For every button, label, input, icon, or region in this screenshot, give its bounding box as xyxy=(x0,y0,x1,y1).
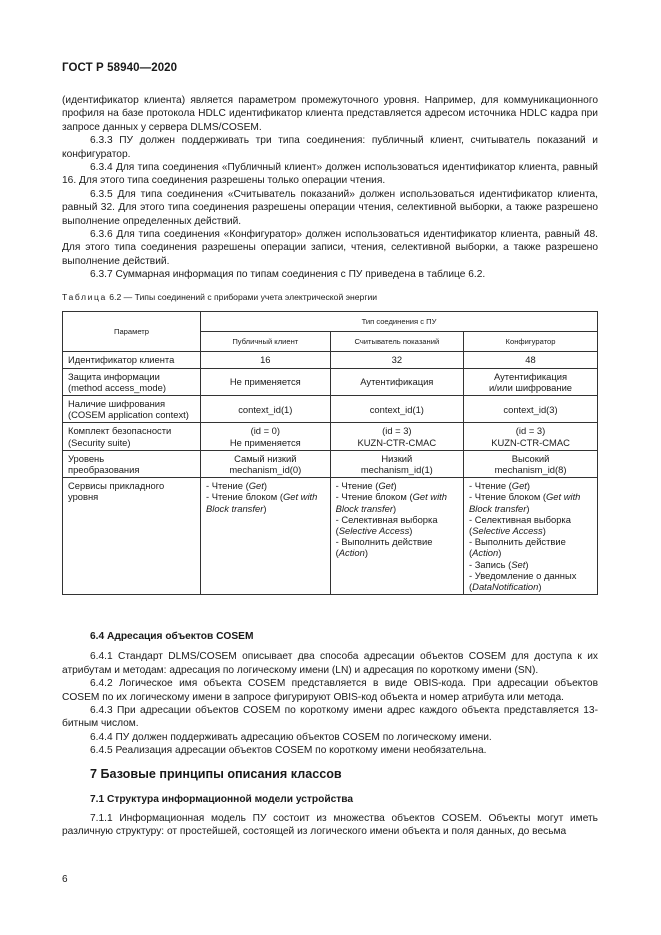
param-line: (method access_mode) xyxy=(68,381,166,393)
list-item: - Чтение блоком (Get with Block transfer) xyxy=(469,491,581,514)
paragraph-6-4-4: 6.4.4 ПУ должен поддерживать адресацию объектов COSEM по логическому имени. xyxy=(90,731,492,743)
cell-line: и/или шифрование xyxy=(489,381,573,393)
section-7-heading: 7 Базовые принципы описания классов xyxy=(90,767,342,781)
cell-line: context_id(3) xyxy=(503,403,558,415)
row-param xyxy=(63,423,201,450)
document-code-header: ГОСТ Р 58940—2020 xyxy=(62,62,178,74)
col-header-config: Конфигуратор xyxy=(464,332,598,352)
paragraph-6-4-3: 6.4.3 При адресации объектов COSEM по короткому имени адрес каждого объекта представляется 13-битным числом. xyxy=(62,705,598,730)
paragraph-continuation: (идентификатор клиента) является параметром промежуточного уровня. Например, для коммуникационного профиля на базе протокола HDLC идентификатор клиента представляется адресом источника HDLC кадра при запросе данных у сервера DLMS/COSEM. xyxy=(62,95,598,133)
cell-reader-services xyxy=(330,478,463,595)
list-item: - Чтение блоком (Get with Block transfer) xyxy=(206,491,318,514)
section-6-4-heading: 6.4 Адресация объектов COSEM xyxy=(90,631,254,642)
cell-config xyxy=(464,368,598,395)
cell-line: Аутентификация xyxy=(493,370,568,382)
row-param xyxy=(63,396,201,423)
section-7-1-block xyxy=(62,812,598,839)
table-row xyxy=(63,450,598,477)
paragraph-6-3-7: 6.3.7 Суммарная информация по типам соединения с ПУ приведена в таблице 6.2. xyxy=(90,269,486,281)
param-line: Идентификатор клиента xyxy=(68,354,175,366)
table-row xyxy=(63,396,598,423)
cell-reader xyxy=(330,368,463,395)
row-param xyxy=(63,450,201,477)
cell-line: (id = 3) xyxy=(382,425,412,437)
table-row xyxy=(63,423,598,450)
cell-config-services xyxy=(464,478,598,595)
row-param xyxy=(63,352,201,368)
param-line: (COSEM application context) xyxy=(68,409,189,421)
cell-config xyxy=(464,352,598,368)
row-param xyxy=(63,368,201,395)
table-row-services xyxy=(63,478,598,595)
cell-public xyxy=(201,423,331,450)
paragraph-6-3-6: 6.3.6 Для типа соединения «Конфигуратор» должен использоваться идентификатор клиента, равный 48. Для этого типа соединения разрешены операции записи, чтения, селективной выборки, а также разрешено выполнение действий. xyxy=(62,229,598,267)
paragraph-6-4-1: 6.4.1 Стандарт DLMS/COSEM описывает два способа адресации объектов COSEM для доступа к их атрибутам и методам: адресация по логическому имени (LN) и адресация по короткому имени (SN). xyxy=(62,651,598,676)
cell-reader xyxy=(330,450,463,477)
list-item: - Чтение (Get) xyxy=(469,480,531,492)
table-header-row-1 xyxy=(63,312,598,332)
paragraph-6-4-5: 6.4.5 Реализация адресации объектов COSEM по короткому имени необязательна. xyxy=(90,745,487,757)
list-item: - Чтение (Get) xyxy=(335,480,397,492)
list-item: - Чтение блоком (Get with Block transfer) xyxy=(335,491,447,514)
table-caption-label: Таблица xyxy=(62,292,107,302)
cell-line: Низкий xyxy=(381,452,413,464)
param-line: уровня xyxy=(68,491,99,503)
paragraph-6-3-3: 6.3.3 ПУ должен поддерживать три типа соединения: публичный клиент, считыватель показаний и конфигуратор. xyxy=(62,135,598,160)
table-caption xyxy=(62,292,377,302)
cell-config xyxy=(464,450,598,477)
list-item: - Селективная выборка (Selective Access) xyxy=(469,513,571,537)
param-line: Наличие шифрования xyxy=(68,398,166,410)
cell-config xyxy=(464,423,598,450)
cell-line: Не применяется xyxy=(229,436,301,448)
cell-line: Высокий xyxy=(511,452,550,464)
cell-line: KUZN-CTR-CMAC xyxy=(491,436,570,448)
cell-line: Аутентификация xyxy=(360,376,434,388)
cell-line: mechanism_id(8) xyxy=(494,464,567,476)
cell-line: context_id(1) xyxy=(369,403,424,415)
param-header-cell: Параметр xyxy=(63,312,201,352)
param-line: Защита информации xyxy=(68,370,160,382)
paragraph-7-1-1: 7.1.1 Информационная модель ПУ состоит из множества объектов COSEM. Объекты могут иметь различную структуру: от простейшей, состоящей из логического имени объекта и поля данных, до весьма xyxy=(62,813,598,838)
table-caption-text: 6.2 — Типы соединений с приборами учета электрической энергии xyxy=(109,292,378,302)
paragraph-6-3-4: 6.3.4 Для типа соединения «Публичный клиент» должен использоваться идентификатор клиента, равный 16. Для этого типа соединения разрешены только операции чтения. xyxy=(62,162,598,187)
col-header-reader: Считыватель показаний xyxy=(330,332,463,352)
service-list xyxy=(206,480,325,514)
service-list xyxy=(469,480,592,592)
page-number: 6 xyxy=(62,874,68,885)
cell-line: Самый низкий xyxy=(234,452,297,464)
param-line: (Security suite) xyxy=(68,436,131,448)
table-row xyxy=(63,352,598,368)
row-param xyxy=(63,478,201,595)
section-6-4-block xyxy=(62,630,598,758)
list-item: - Выполнить действие (Action) xyxy=(335,536,433,559)
cell-public xyxy=(201,450,331,477)
cell-line: Не применяется xyxy=(229,376,301,388)
section-7-1-heading: 7.1 Структура информационной модели устройства xyxy=(90,794,354,805)
param-line: Уровень xyxy=(68,452,105,464)
cell-line: 16 xyxy=(260,354,271,366)
service-list xyxy=(336,480,458,558)
table-row xyxy=(63,368,598,395)
cell-public xyxy=(201,352,331,368)
cell-line: (id = 0) xyxy=(250,425,281,437)
param-line: Сервисы прикладного xyxy=(68,480,165,492)
param-line: Комплект безопасности xyxy=(68,425,172,437)
cell-public-services xyxy=(201,478,331,595)
cell-line: (id = 3) xyxy=(515,425,546,437)
param-line: преобразования xyxy=(68,464,140,476)
cell-reader xyxy=(330,352,463,368)
cell-public xyxy=(201,396,331,423)
list-item: - Уведомление о данных (DataNotification) xyxy=(469,569,577,593)
cell-line: 32 xyxy=(391,354,403,366)
paragraph-6-4-2: 6.4.2 Логическое имя объекта COSEM представляется в виде OBIS-кода. При адресации объектов COSEM по их логическому имени в запросе фигурируют OBIS-код объекта и номер атрибута или метода. xyxy=(62,678,598,703)
col-header-public: Публичный клиент xyxy=(201,332,331,352)
list-item: - Запись (Set) xyxy=(469,558,529,570)
cell-line: mechanism_id(0) xyxy=(229,464,302,476)
list-item: - Чтение (Get) xyxy=(206,480,267,492)
cell-config xyxy=(464,396,598,423)
list-item: - Селективная выборка (Selective Access) xyxy=(335,513,438,537)
cell-line: 48 xyxy=(525,354,536,366)
cell-public xyxy=(201,368,331,395)
connection-types-table xyxy=(62,311,598,595)
cell-line: KUZN-CTR-CMAC xyxy=(357,436,437,448)
cell-reader xyxy=(330,423,463,450)
list-item: - Выполнить действие (Action) xyxy=(469,536,566,559)
intro-text-block xyxy=(62,94,598,282)
group-header-cell: Тип соединения с ПУ xyxy=(201,312,598,332)
paragraph-6-3-5: 6.3.5 Для типа соединения «Считыватель показаний» должен использоваться идентификатор клиента, равный 32. Для этого типа соединения разрешены операции чтения, селективной выборки, а также разрешено выполнение определенных действий. xyxy=(62,188,598,227)
cell-line: context_id(1) xyxy=(238,403,293,415)
cell-line: mechanism_id(1) xyxy=(360,464,433,476)
cell-reader xyxy=(330,396,463,423)
